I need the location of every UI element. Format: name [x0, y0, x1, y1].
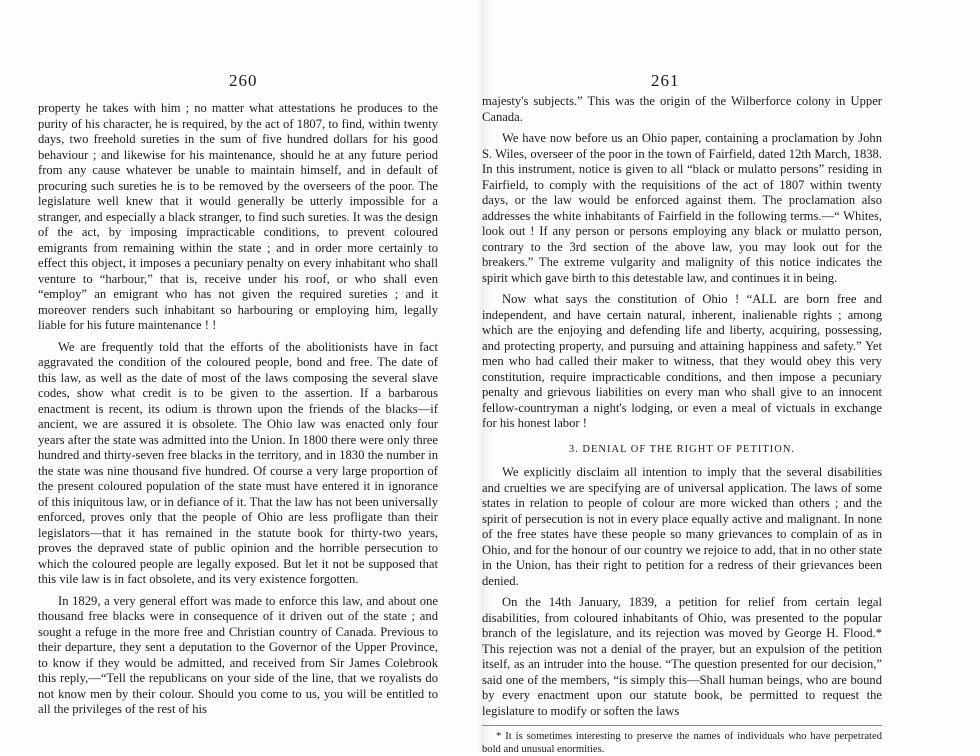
paragraph: property he takes with him ; no matter what attestations he produces to the purity of his character, he is required, by the act of 1807, to find, within twenty days, two freehold sureties in the sum of five hundred dollars for his good behaviour ; and likewise for his maintenance, should he at any future period from any cause whatever be unable to maintain himself, and in default of procuring such sureties he is to be removed by the overseers of the poor. The legislature well knew that it would generally be utterly impossible for a stranger, and especially a black stranger, to find such sureties. It was the design of the act, by imposing impracticable conditions, to prevent coloured emigrants from remaining within the state ; and in order more certainly to effect this object, it imposes a pecuniary penalty on every inhabitant who shall venture to “harbour,” that is, receive under his roof, or who shall even “employ” an emigrant who has not given the required sureties ; and it moreover renders such inhabitant so harbouring or employing him, legally liable for his future maintenance ! !: [38, 101, 438, 332]
left-page: [0, 0, 488, 752]
paragraph: We explicitly disclaim all intention to imply that the several disabilities and cruelties we are specifying are of universal application. The laws of some states in relation to people of colour are more wicked than others ; and the spirit of persecution is not in every place equally active and malignant. In none of the free states have these people so many grievances to complain of as in Ohio, and for the honour of our country we rejoice to add, that in no other state in the Union, has their right to petition for a redress of their grievances been denied.: [482, 465, 882, 588]
paragraph: We have now before us an Ohio paper, containing a proclamation by John S. Wiles, overseer of the poor in the town of Fairfield, dated 12th March, 1838. In this instrument, notice is given to all “black or mulatto persons” residing in Fairfield, to comply with the requisitions of the act of 1807 within twenty days, or the law would be enforced against them. The proclamation also addresses the white inhabitants of Fairfield in the following terms.—“ Whites, look out ! If any person or persons employing any black or mulatto person, contrary to the 3rd section of the above law, you may look out for the breakers.” The extreme vulgarity and malignity of this notice indicates the spirit which gave birth to this detestable law, and continues it in being.: [482, 131, 882, 285]
paragraph: In 1829, a very general effort was made to enforce this law, and about one thousand free blacks were in consequence of it driven out of the state ; and sought a refuge in the more free and Christian country of Canada. Previous to their departure, they sent a deputation to the Governor of the Upper Province, to know if they would be admitted, and received from Sir James Colebrook this reply,—“Tell the republicans on your side of the line, that we royalists do not know men by their colour. Should you come to us, you will be entitled to all the privileges of the rest of his: [38, 593, 438, 716]
left-page-text: [38, 101, 438, 724]
section-heading: 3. DENIAL OF THE RIGHT OF PETITION.: [568, 443, 796, 455]
paragraph: Now what says the constitution of Ohio ! “ALL are born free and independent, and have certain natural, inherent, inalienable rights ; among which are the enjoying and defending life and liberty, acquiring, possessing, and protecting property, and pursuing and attaining happiness and safety.” Yet men who had called their maker to witness, that they would obey this very constitution, require impracticable conditions, and then impose a pecuniary penalty and grievous liabilities on every man who shall give to an innocent fellow-countryman a night's lodging, or even a meal of victuals in exchange for his honest labor !: [482, 292, 882, 430]
page-number-260: 260: [229, 71, 258, 90]
paragraph: On the 14th January, 1839, a petition for relief from certain legal disabilities, from coloured inhabitants of Ohio, was presented to the popular branch of the legislature, and its rejection was moved by George H. Flood.* This rejection was not a denial of the prayer, but an expulsion of the petition itself, as an intruder into the house. “The question presented for our decision,” said one of the members, “is simply this—Shall human beings, who are bound by every enactment upon our statute book, be permitted to request the legislature to modify or soften the laws: [482, 595, 882, 718]
paragraph: majesty's subjects.” This was the origin of the Wilberforce colony in Upper Canada.: [482, 94, 882, 124]
right-page: [482, 0, 980, 755]
page-number-261: 261: [651, 71, 680, 90]
right-page-text: [482, 94, 882, 756]
footnote: * It is sometimes interesting to preserve the names of individuals who have perpetrated bold and unusual enormities.: [482, 725, 882, 756]
paragraph: We are frequently told that the efforts of the abolitionists have in fact aggravated the condition of the coloured people, bond and free. The date of this law, as well as the date of most of the laws composing the several slave codes, show what credit is to be given to the assertion. If a barbarous enactment is recent, its odium is thrown upon the friends of the blacks—if ancient, we are assured it is obsolete. The Ohio law was enacted only four years after the state was admitted into the Union. In 1800 there were only three hundred and thirty-seven free blacks in the territory, and in 1830 the number in the state was nine thousand five hundred. Of course a very large proportion of the present coloured population of the state must have entered it in ignorance of this iniquitous law, or in defiance of it. That the law has not been universally enforced, proves only that the people of Ohio are less profligate than their legislators—that it has remained in the statute book for thirty-two years, proves the depraved state of public opinion and the horrible persecution to which the coloured people are legally exposed. But let it not be supposed that this vile law is in fact obsolete, and its very existence forgotten.: [38, 339, 438, 586]
